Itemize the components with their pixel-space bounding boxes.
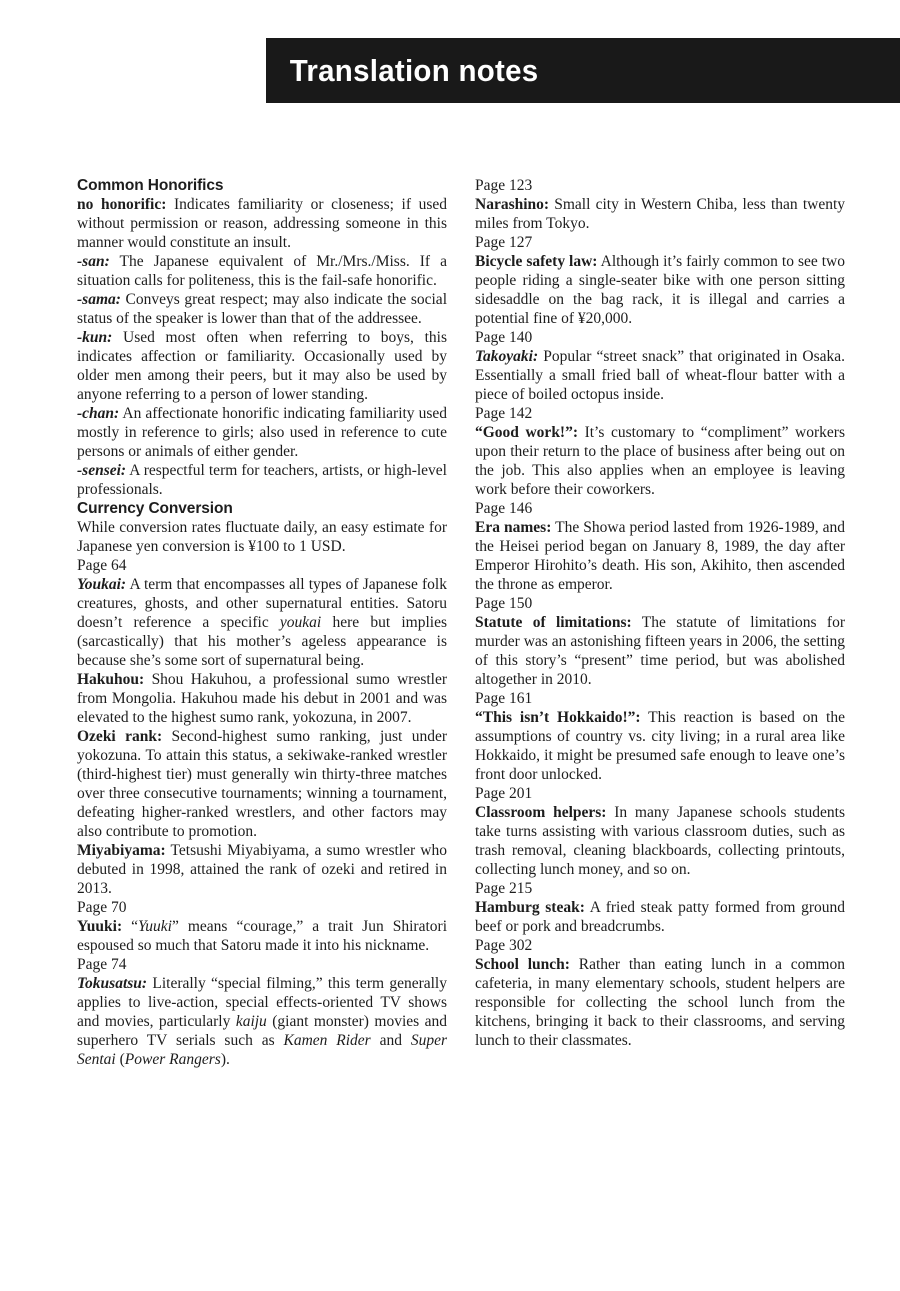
page-label: Page 142 (475, 405, 533, 422)
section-heading: Currency Conversion (77, 500, 233, 517)
note-entry: Ozeki rank: Second-highest sumo ranking, just under yokozuna. To attain this status, a sekiwake-ranked wrestler (third-highest tier) must generally win thirty-three matches over three consecutive tournaments; winning a tournament, defeating higher-ranked wrestlers, and other factors may also contribute to promotion. (77, 728, 447, 840)
page-label: Page 123 (475, 177, 533, 194)
note-entry: Narashino: Small city in Western Chiba, less than twenty miles from Tokyo. (475, 196, 846, 232)
page-label: Page 74 (77, 956, 127, 973)
note-entry: Classroom helpers: In many Japanese schools students take turns assisting with various classroom duties, such as trash removal, cleaning blackboards, collecting printouts, collecting lunch money, and so on. (475, 804, 845, 878)
note-term: Narashino: (475, 196, 550, 213)
note-term: Takoyaki: (475, 348, 539, 365)
note-entry: Miyabiyama: Tetsushi Miyabiyama, a sumo wrestler who debuted in 1998, attained the rank of ozeki and retired in 2013. (77, 842, 447, 897)
page-label: Page 127 (475, 234, 533, 251)
note-entry: Yuuki: “Yuuki” means “courage,” a trait Jun Shiratori espoused so much that Satoru made it into his nickname. (77, 918, 447, 954)
note-term: Yuuki: (77, 918, 123, 935)
section-heading: Common Honorifics (77, 177, 224, 194)
notes-content (77, 176, 845, 1069)
note-term: Miyabiyama: (77, 842, 166, 859)
page-label: Page 215 (475, 880, 533, 897)
page-label: Page 140 (475, 329, 533, 346)
note-term: -san: (77, 253, 110, 270)
page-label: Page 150 (475, 595, 533, 612)
note-term: Youkai: (77, 576, 127, 593)
note-term: -sensei: (77, 462, 127, 479)
note-entry: While conversion rates fluctuate daily, an easy estimate for Japanese yen conversion is ¥100 to 1 USD. (77, 519, 447, 555)
page-title: Translation notes (289, 52, 539, 88)
note-entry: -chan: An affectionate honorific indicating familiarity used mostly in reference to girls; also used in reference to cute persons or animals of either gender. (77, 405, 447, 460)
note-term: -kun: (77, 329, 113, 346)
page-label: Page 146 (475, 500, 533, 517)
note-term: -chan: (77, 405, 120, 422)
note-entry: Era names: The Showa period lasted from 1926-1989, and the Heisei period began on January 8, 1989, the day after Emperor Hirohito’s death. His son, Akihito, then ascended the throne as emperor. (475, 519, 845, 593)
left-column (77, 176, 447, 1069)
right-column (475, 176, 845, 1069)
note-term: Tokusatsu: (77, 975, 148, 992)
note-entry: “This isn’t Hokkaido!”: This reaction is based on the assumptions of country vs. city living; in a rural area like Hokkaido, it might be presumed safe enough to leave one’s front door unlocked. (475, 709, 845, 783)
note-entry: Statute of limitations: The statute of limitations for murder was an astonishing fifteen years in 2006, the setting of this story’s “present” time period, but was abolished altogether in 2010. (475, 614, 845, 688)
italic-text: youkai (279, 614, 322, 631)
note-entry: Youkai: A term that encompasses all types of Japanese folk creatures, ghosts, and other supernatural entities. Satoru doesn’t reference a specific youkai here but implies (sarcastically) that his mother’s ageless appearance is because she’s some sort of supernatural being. (77, 576, 447, 669)
note-entry: School lunch: Rather than eating lunch in a common cafeteria, in many elementary schools, student helpers are responsible for collecting the school lunch from the kitchens, bringing it back to their classrooms, and serving lunch to their classmates. (475, 956, 845, 1049)
note-entry: -sama: Conveys great respect; may also indicate the social status of the speaker is lower than that of the addressee. (77, 291, 447, 327)
note-entry: -kun: Used most often when referring to boys, this indicates affection or familiarity. Occasionally used by older men among their peers, but it may also be used by anyone referring to a person of lower standing. (77, 329, 448, 403)
page-label: Page 70 (77, 899, 127, 916)
note-term: no honorific: (77, 196, 167, 213)
note-entry: Bicycle safety law: Although it’s fairly common to see two people riding a single-seater bike with one person sitting sidesaddle on the bag rack, it is illegal and carries a potential fine of ¥20,000. (475, 253, 845, 327)
note-entry: -san: The Japanese equivalent of Mr./Mrs./Miss. If a situation calls for politeness, this is the fail-safe honorific. (77, 253, 447, 289)
note-term: Ozeki rank: (77, 728, 163, 745)
note-entry: “Good work!”: It’s customary to “compliment” workers upon their return to the place of business after being out on the job. This also applies when an employee is leaving work before their coworkers. (475, 424, 845, 498)
note-term: Bicycle safety law: (475, 253, 598, 270)
page-label: Page 302 (475, 937, 533, 954)
note-term: Statute of limitations: (475, 614, 632, 631)
note-term: School lunch: (475, 956, 570, 973)
note-term: “Good work!”: (475, 424, 579, 441)
italic-text: Power Rangers (124, 1051, 221, 1068)
italic-text: Super Sentai (77, 1032, 447, 1068)
translation-notes-banner (266, 38, 900, 103)
note-term: “This isn’t Hokkaido!”: (475, 709, 641, 726)
note-entry: Takoyaki: Popular “street snack” that originated in Osaka. Essentially a small fried ball of wheat-flour batter with a piece of boiled octopus inside. (475, 348, 846, 403)
italic-text: Yuuki (138, 918, 172, 935)
note-term: Hakuhou: (77, 671, 145, 688)
italic-text: Kamen Rider (283, 1032, 371, 1049)
note-entry: Hakuhou: Shou Hakuhou, a professional sumo wrestler from Mongolia. Hakuhou made his debut in 2001 and was elevated to the highest sumo rank, yokozuna, in 2007. (77, 671, 448, 726)
note-entry: no honorific: Indicates familiarity or closeness; if used without permission or reason, addressing someone in this manner would constitute an insult. (77, 196, 448, 251)
page-label: Page 201 (475, 785, 533, 802)
page-label: Page 161 (475, 690, 533, 707)
note-term: Era names: (475, 519, 552, 536)
note-term: -sama: (77, 291, 121, 308)
note-term: Classroom helpers: (475, 804, 607, 821)
note-entry: Tokusatsu: Literally “special filming,” this term generally applies to live-action, special effects-oriented TV shows and movies, particularly kaiju (giant monster) movies and superhero TV serials such as Kamen Rider and Super Sentai (Power Rangers). (77, 975, 448, 1068)
page-label: Page 64 (77, 557, 127, 574)
note-entry: Hamburg steak: A fried steak patty formed from ground beef or pork and breadcrumbs. (475, 899, 845, 935)
note-entry: -sensei: A respectful term for teachers, artists, or high-level professionals. (77, 462, 447, 498)
italic-text: kaiju (235, 1013, 267, 1030)
note-term: Hamburg steak: (475, 899, 585, 916)
